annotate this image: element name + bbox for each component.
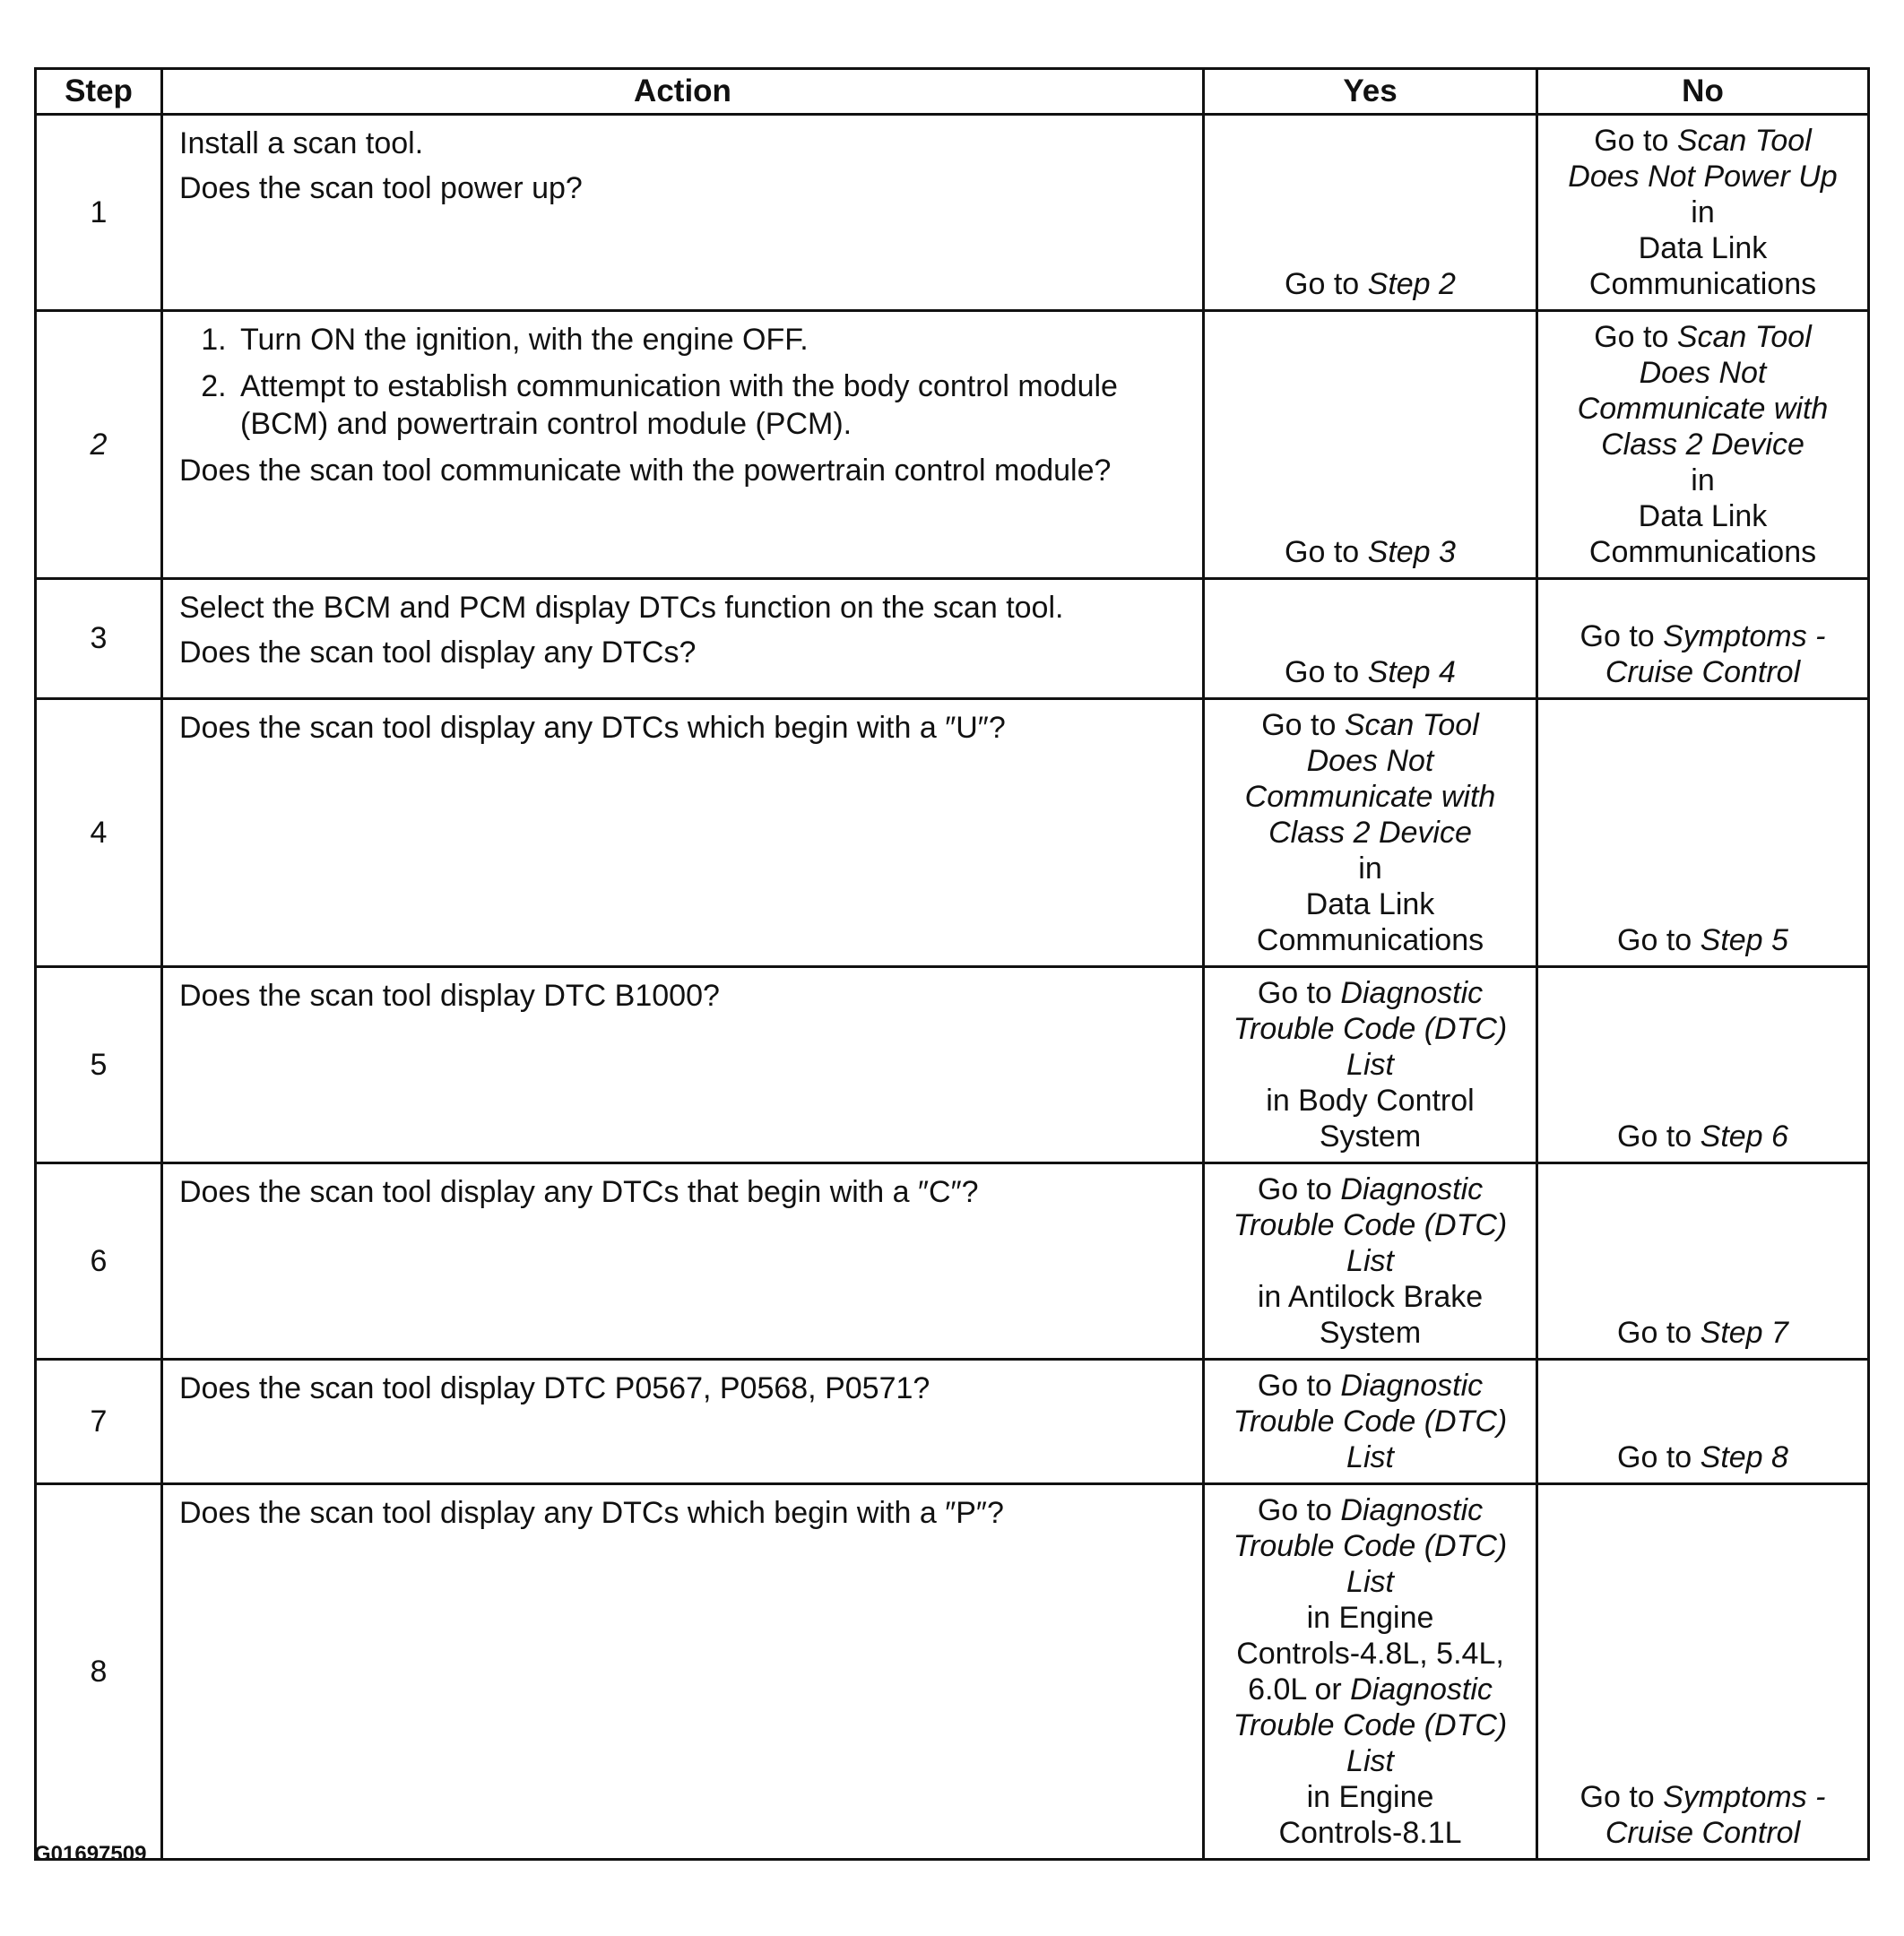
yes-text: System	[1319, 1316, 1422, 1350]
yes-line	[1210, 1243, 1530, 1279]
no-cell	[1537, 1360, 1869, 1484]
no-line	[1544, 1119, 1862, 1154]
yes-text: List	[1346, 1565, 1394, 1599]
yes-text: Communications	[1256, 923, 1484, 957]
no-line	[1544, 654, 1862, 690]
table-row	[36, 1163, 1869, 1360]
yes-text: Communicate with	[1244, 780, 1496, 814]
yes-text: Go to	[1285, 267, 1368, 301]
yes-text: Step 3	[1367, 535, 1456, 569]
yes-line	[1210, 654, 1530, 690]
figure-id: G01697509	[34, 1842, 147, 1866]
action-text: Does the scan tool display any DTCs that begin with a ″C″?	[179, 1175, 979, 1209]
no-line	[1544, 922, 1862, 958]
table-row	[36, 115, 1869, 311]
yes-cell	[1204, 967, 1537, 1163]
yes-text: Go to	[1257, 976, 1341, 1010]
no-text: Go to	[1594, 124, 1677, 158]
no-text: Communications	[1588, 267, 1817, 301]
yes-text: Diagnostic	[1340, 1172, 1484, 1206]
yes-text: Step 2	[1367, 267, 1456, 301]
yes-text: Step 4	[1367, 655, 1456, 689]
header-row	[36, 69, 1869, 115]
action-cell	[162, 1360, 1204, 1484]
yes-line	[1210, 975, 1530, 1011]
action-text: Does the scan tool display DTC P0567, P0568, P0571?	[179, 1371, 930, 1405]
yes-text: in Engine	[1306, 1601, 1434, 1635]
no-text: Go to	[1617, 1440, 1701, 1474]
table-row	[36, 579, 1869, 699]
no-cell	[1537, 967, 1869, 1163]
no-text: Does Not Power Up	[1568, 160, 1838, 194]
no-text: Communications	[1588, 535, 1817, 569]
yes-cell	[1204, 699, 1537, 967]
yes-line	[1210, 266, 1530, 302]
no-cell	[1537, 579, 1869, 699]
yes-cell	[1204, 311, 1537, 579]
no-line	[1544, 1315, 1862, 1351]
yes-text: Trouble Code (DTC)	[1233, 1529, 1508, 1563]
no-text: Go to	[1617, 1316, 1701, 1350]
no-line	[1544, 230, 1862, 266]
action-text: Install a scan tool.	[179, 126, 424, 160]
yes-text: Trouble Code (DTC)	[1233, 1708, 1508, 1742]
yes-line	[1210, 743, 1530, 779]
no-line	[1544, 1439, 1862, 1475]
no-text: in	[1691, 463, 1715, 497]
action-cell	[162, 1484, 1204, 1860]
no-line	[1544, 534, 1862, 570]
yes-line	[1210, 1047, 1530, 1083]
no-cell	[1537, 699, 1869, 967]
yes-line	[1210, 707, 1530, 743]
yes-text: Diagnostic	[1340, 976, 1484, 1010]
yes-line	[1210, 1528, 1530, 1564]
yes-line	[1210, 1011, 1530, 1047]
yes-text: Controls-4.8L, 5.4L,	[1236, 1637, 1504, 1671]
yes-text: List	[1346, 1244, 1394, 1278]
action-text: Does the scan tool communicate with the powertrain control module?	[179, 454, 1112, 488]
no-text: Data Link	[1638, 231, 1768, 265]
step-number: 5	[36, 967, 162, 1163]
no-text: Cruise Control	[1605, 655, 1801, 689]
action-text: Does the scan tool display DTC B1000?	[179, 979, 720, 1013]
action-text: Does the scan tool display any DTCs?	[179, 635, 697, 670]
yes-line	[1210, 1171, 1530, 1207]
yes-text: Data Link	[1305, 887, 1435, 921]
yes-text: Class 2 Device	[1268, 816, 1472, 850]
yes-text: Diagnostic	[1350, 1672, 1493, 1707]
header-yes: Yes	[1204, 69, 1537, 115]
no-text: Go to	[1617, 1119, 1701, 1154]
action-text: Does the scan tool display any DTCs which begin with a ″P″?	[179, 1496, 1004, 1530]
action-cell	[162, 579, 1204, 699]
yes-line	[1210, 1492, 1530, 1528]
no-line	[1544, 427, 1862, 462]
step-number: 3	[36, 579, 162, 699]
yes-cell	[1204, 579, 1537, 699]
step-number: 2	[36, 311, 162, 579]
yes-text: System	[1319, 1119, 1422, 1154]
no-line	[1544, 1815, 1862, 1851]
no-text: Data Link	[1638, 499, 1768, 533]
no-line	[1544, 498, 1862, 534]
yes-text: Go to	[1257, 1172, 1341, 1206]
yes-line	[1210, 1743, 1530, 1779]
diagnostic-table	[34, 67, 1870, 1861]
no-text: Scan Tool	[1676, 320, 1812, 354]
yes-line	[1210, 779, 1530, 815]
action-cell	[162, 967, 1204, 1163]
no-cell	[1537, 1484, 1869, 1860]
no-text: Symptoms -	[1663, 619, 1826, 653]
action-cell	[162, 1163, 1204, 1360]
yes-text: Diagnostic	[1340, 1493, 1484, 1527]
yes-text: Go to	[1285, 535, 1368, 569]
table-row	[36, 1484, 1869, 1860]
no-text: Does Not	[1639, 356, 1767, 390]
no-cell	[1537, 311, 1869, 579]
yes-line	[1210, 1636, 1530, 1672]
action-steps	[179, 321, 1186, 443]
no-text: Step 5	[1700, 923, 1788, 957]
no-cell	[1537, 1163, 1869, 1360]
no-cell	[1537, 115, 1869, 311]
yes-line	[1210, 1279, 1530, 1315]
yes-text: in Body Control	[1266, 1084, 1475, 1118]
step-number: 6	[36, 1163, 162, 1360]
no-text: Class 2 Device	[1601, 428, 1804, 462]
no-text: Scan Tool	[1676, 124, 1812, 158]
yes-cell	[1204, 1484, 1537, 1860]
yes-line	[1210, 1368, 1530, 1404]
no-text: Step 6	[1700, 1119, 1788, 1154]
yes-line	[1210, 1707, 1530, 1743]
no-line	[1544, 194, 1862, 230]
yes-text: Go to	[1285, 655, 1368, 689]
action-text: Does the scan tool power up?	[179, 171, 583, 205]
table-row	[36, 311, 1869, 579]
yes-text: Does Not	[1306, 744, 1434, 778]
no-text: Go to	[1617, 923, 1701, 957]
step-number: 1	[36, 115, 162, 311]
yes-text: in Antilock Brake	[1257, 1280, 1484, 1314]
yes-cell	[1204, 1360, 1537, 1484]
yes-text: Diagnostic	[1340, 1369, 1484, 1403]
table-body	[36, 115, 1869, 1860]
yes-line	[1210, 851, 1530, 886]
no-text: Go to	[1594, 320, 1677, 354]
action-text: Select the BCM and PCM display DTCs function on the scan tool.	[179, 591, 1064, 625]
action-cell	[162, 115, 1204, 311]
action-cell	[162, 699, 1204, 967]
yes-text: Scan Tool	[1344, 708, 1479, 742]
action-step-item: 2. Attempt to establish communication with the body control module (BCM) and powertrain control module (PCM).	[235, 367, 1186, 443]
yes-text: Go to	[1257, 1369, 1341, 1403]
yes-line	[1210, 1083, 1530, 1119]
action-step-item: 1. Turn ON the ignition, with the engine OFF.	[235, 321, 1186, 359]
yes-text: Trouble Code (DTC)	[1233, 1208, 1508, 1242]
header-no: No	[1537, 69, 1869, 115]
no-line	[1544, 319, 1862, 355]
yes-line	[1210, 922, 1530, 958]
no-line	[1544, 462, 1862, 498]
yes-line	[1210, 886, 1530, 922]
yes-line	[1210, 1207, 1530, 1243]
no-text: Communicate with	[1577, 392, 1829, 426]
no-text: in	[1691, 195, 1715, 229]
no-line	[1544, 391, 1862, 427]
step-number: 8	[36, 1484, 162, 1860]
yes-line	[1210, 1315, 1530, 1351]
yes-text: Go to	[1261, 708, 1345, 742]
no-text: Symptoms -	[1663, 1780, 1826, 1814]
yes-text: List	[1346, 1048, 1394, 1082]
yes-line	[1210, 1564, 1530, 1600]
header-step: Step	[36, 69, 162, 115]
no-text: Cruise Control	[1605, 1816, 1801, 1850]
yes-text: in Engine	[1306, 1780, 1434, 1814]
yes-cell	[1204, 1163, 1537, 1360]
yes-line	[1210, 1600, 1530, 1636]
no-text: Step 8	[1700, 1440, 1788, 1474]
no-line	[1544, 1779, 1862, 1815]
yes-text: Trouble Code (DTC)	[1233, 1012, 1508, 1046]
yes-line	[1210, 1672, 1530, 1707]
yes-text: in	[1358, 851, 1382, 886]
no-line	[1544, 618, 1862, 654]
table-row	[36, 967, 1869, 1163]
no-line	[1544, 159, 1862, 194]
no-line	[1544, 355, 1862, 391]
table-row	[36, 699, 1869, 967]
step-number: 4	[36, 699, 162, 967]
no-line	[1544, 123, 1862, 159]
action-text: Does the scan tool display any DTCs which begin with a ″U″?	[179, 711, 1006, 745]
yes-cell	[1204, 115, 1537, 311]
step-number: 7	[36, 1360, 162, 1484]
yes-line	[1210, 1439, 1530, 1475]
no-line	[1544, 266, 1862, 302]
yes-line	[1210, 1779, 1530, 1815]
yes-text: 6.0L or	[1248, 1672, 1351, 1707]
yes-text: Controls-8.1L	[1278, 1816, 1462, 1850]
yes-text: List	[1346, 1440, 1394, 1474]
yes-line	[1210, 1404, 1530, 1439]
yes-line	[1210, 815, 1530, 851]
table-row	[36, 1360, 1869, 1484]
yes-line	[1210, 1815, 1530, 1851]
no-text: Go to	[1579, 619, 1664, 653]
yes-line	[1210, 1119, 1530, 1154]
yes-text: List	[1346, 1744, 1394, 1778]
yes-line	[1210, 534, 1530, 570]
no-text: Go to	[1579, 1780, 1664, 1814]
yes-text: Go to	[1257, 1493, 1341, 1527]
header-action: Action	[162, 69, 1204, 115]
action-cell	[162, 311, 1204, 579]
yes-text: Trouble Code (DTC)	[1233, 1404, 1508, 1439]
no-text: Step 7	[1700, 1316, 1788, 1350]
